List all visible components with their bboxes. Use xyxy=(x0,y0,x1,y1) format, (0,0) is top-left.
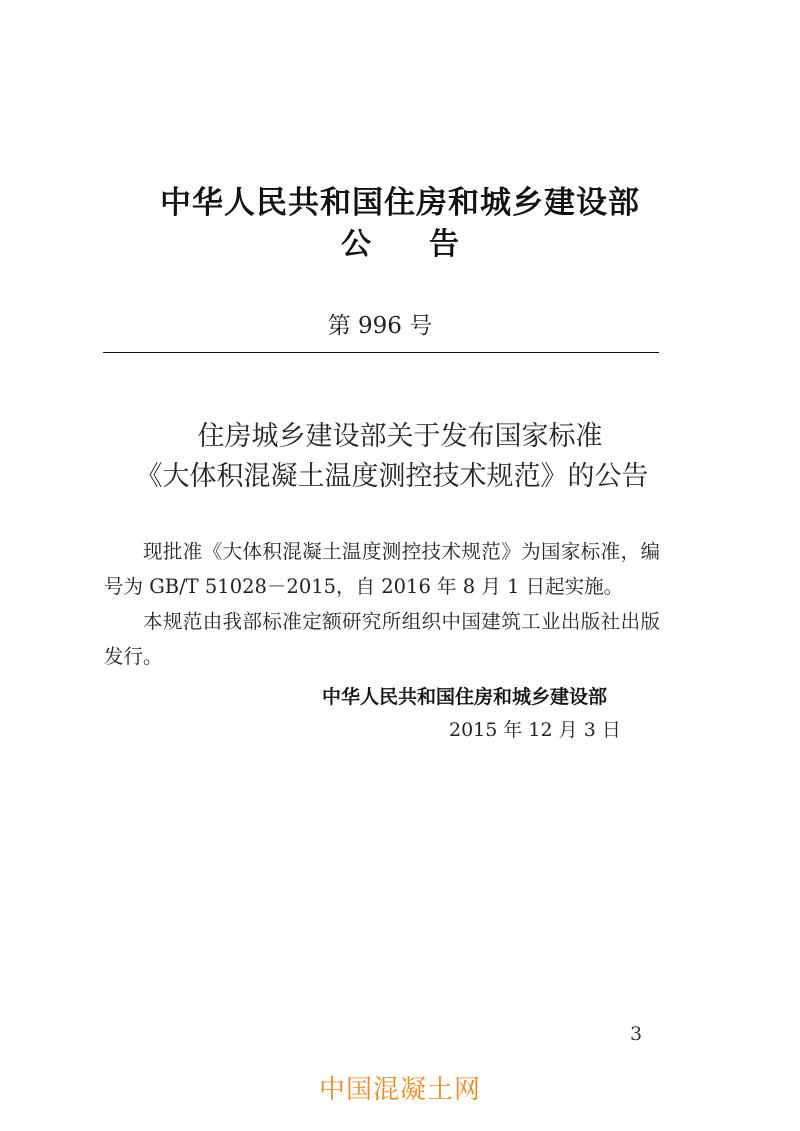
doc-type-char-2: 告 xyxy=(429,227,459,262)
subject-line-1: 住房城乡建设部关于发布国家标准 xyxy=(197,421,603,452)
announcement-subject xyxy=(0,417,800,497)
doc-type-char-1: 公 xyxy=(341,227,371,262)
signing-date: 2015 年 12 月 3 日 xyxy=(449,719,621,741)
subject-line-2: 《大体积混凝土温度测控技术规范》的公告 xyxy=(135,461,649,492)
document-number: 第 996 号 xyxy=(327,313,433,339)
header-divider xyxy=(103,352,659,353)
site-watermark: 中国混凝土网 xyxy=(318,1075,481,1105)
ministry-title: 中华人民共和国住房和城乡建设部 xyxy=(160,185,640,221)
body-paragraph-1: 现批准《大体积混凝土温度测控技术规范》为国家标准，编号为 GB/T 51028－2015，自 2016 年 8 月 1 日起实施。 xyxy=(104,540,660,598)
signing-authority: 中华人民共和国住房和城乡建设部 xyxy=(322,686,608,708)
announcement-body xyxy=(104,534,660,674)
page-number: 3 xyxy=(630,1023,643,1045)
body-paragraph-2: 本规范由我部标准定额研究所组织中国建筑工业出版社出版发行。 xyxy=(104,610,660,668)
document-type-heading xyxy=(0,225,800,265)
